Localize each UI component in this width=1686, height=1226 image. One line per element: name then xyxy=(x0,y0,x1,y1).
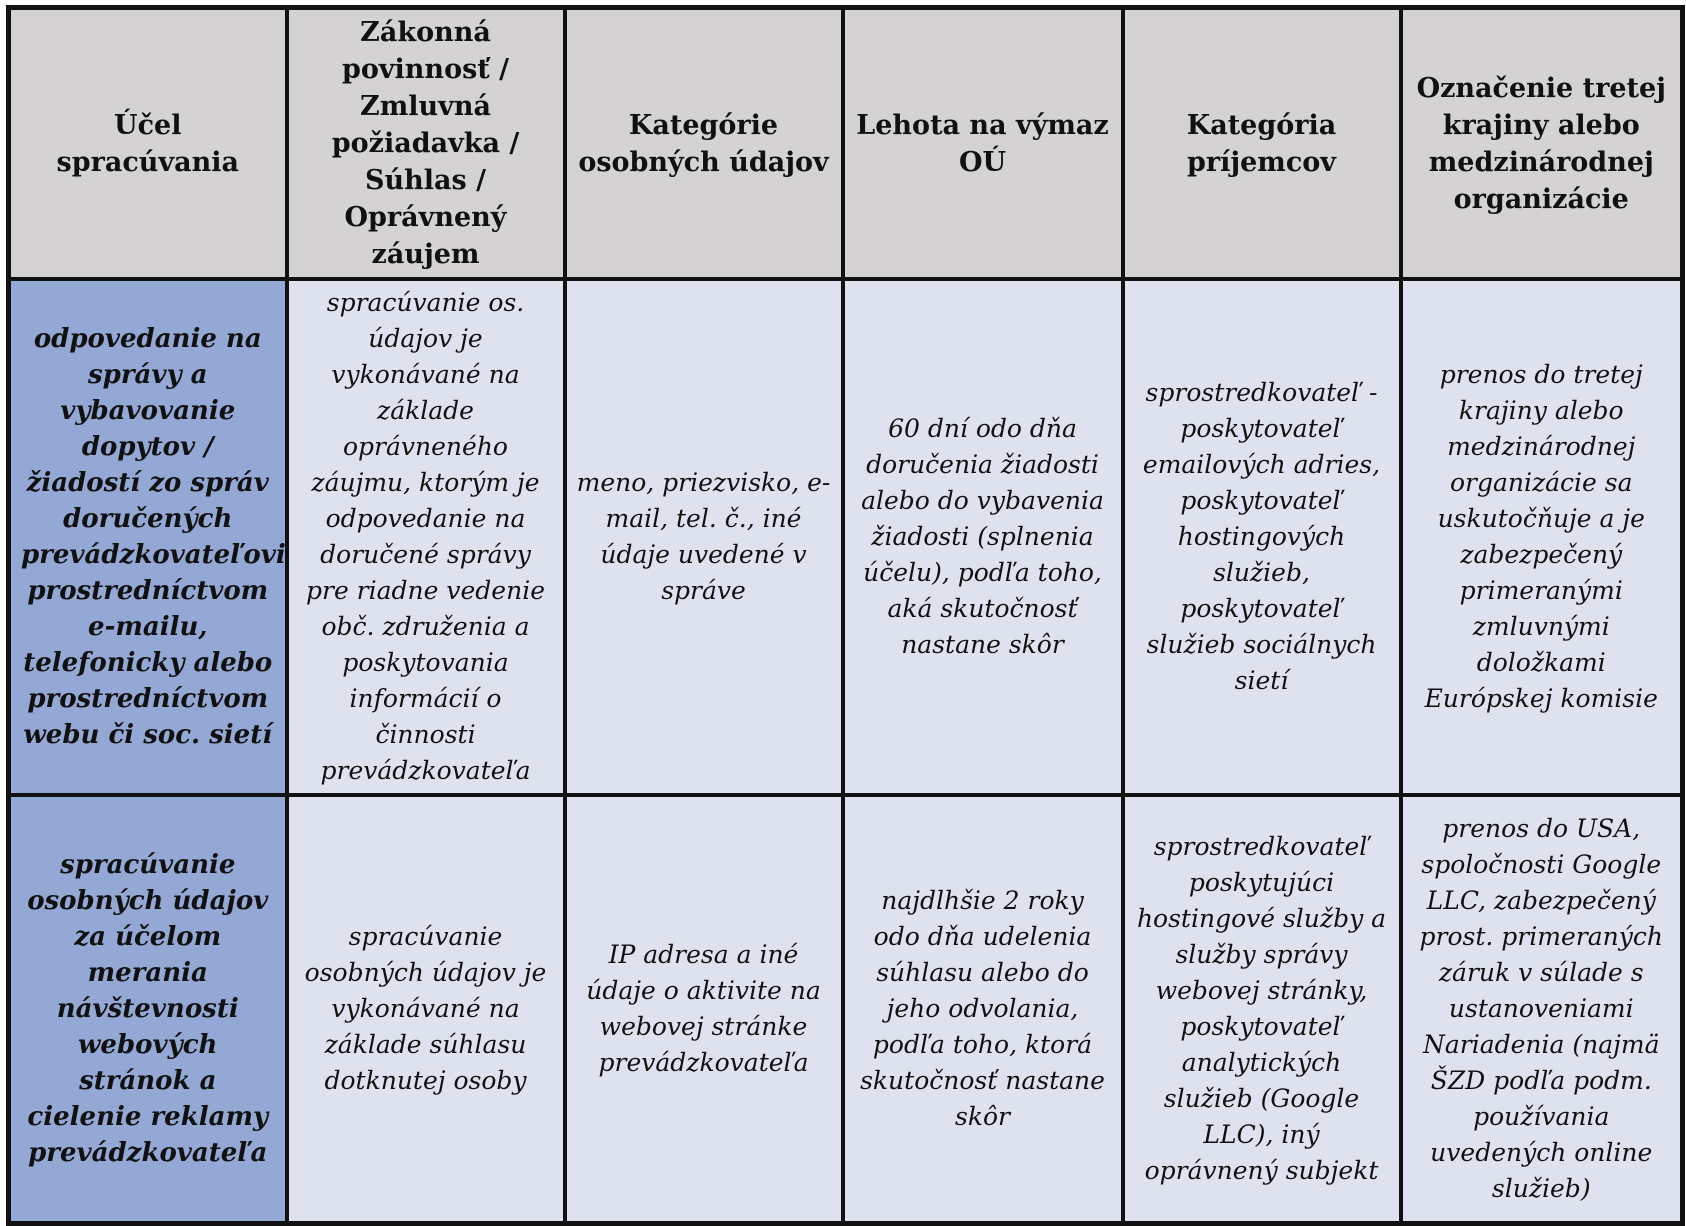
cell-third-country: prenos do tretej krajiny alebo medzinárodnej organizácie sa uskutočňuje a je zabezpečený primeranými zmluvnými doložkami Európskej komisie xyxy=(1401,279,1683,795)
header-data-categories: Kategórie osobných údajov xyxy=(565,8,843,280)
cell-third-country: prenos do USA, spoločnosti Google LLC, zabezpečený prost. primeraných záruk v súlade s ustanoveniami Nariadenia (najmä ŠZD podľa podm. používania uvedených online služieb) xyxy=(1401,795,1683,1224)
cell-retention: najdlhšie 2 roky odo dňa udelenia súhlasu alebo do jeho odvolania, podľa toho, ktorá skutočnosť nastane skôr xyxy=(843,795,1123,1224)
header-purpose: Účel spracúvania xyxy=(9,8,287,280)
table-header-row xyxy=(9,8,1683,280)
cell-legal-basis: spracúvanie os. údajov je vykonávané na základe oprávneného záujmu, ktorým je odpovedanie na doručené správy pre riadne vedenie obč. združenia a poskytovania informácií o činnosti prevádzkovateľa xyxy=(287,279,565,795)
header-legal-basis: Zákonná povinnosť / Zmluvná požiadavka / Súhlas / Oprávnený záujem xyxy=(287,8,565,280)
header-retention: Lehota na výmaz OÚ xyxy=(843,8,1123,280)
processing-table xyxy=(6,5,1685,1226)
header-recipients: Kategória príjemcov xyxy=(1123,8,1401,280)
cell-data-categories: IP adresa a iné údaje o aktivite na webovej stránke prevádzkovateľa xyxy=(565,795,843,1224)
table-row xyxy=(9,795,1683,1224)
cell-retention: 60 dní odo dňa doručenia žiadosti alebo do vybavenia žiadosti (splnenia účelu), podľa toho, aká skutočnosť nastane skôr xyxy=(843,279,1123,795)
table-row xyxy=(9,279,1683,795)
cell-purpose: spracúvanie osobných údajov za účelom merania návštevnosti webových stránok a cielenie reklamy prevádzkovateľa xyxy=(9,795,287,1224)
cell-purpose: odpovedanie na správy a vybavovanie dopytov / žiadostí zo správ doručených prevádzkovateľovi prostredníctvom e-mailu, telefonicky alebo prostredníctvom webu či soc. sietí xyxy=(9,279,287,795)
cell-data-categories: meno, priezvisko, e-mail, tel. č., iné údaje uvedené v správe xyxy=(565,279,843,795)
cell-legal-basis: spracúvanie osobných údajov je vykonávané na základe súhlasu dotknutej osoby xyxy=(287,795,565,1224)
cell-recipients: sprostredkovateľ poskytujúci hostingové služby a služby správy webovej stránky, poskytovateľ analytických služieb (Google LLC), iný oprávnený subjekt xyxy=(1123,795,1401,1224)
header-third-country: Označenie tretej krajiny alebo medzinárodnej organizácie xyxy=(1401,8,1683,280)
table-wrapper xyxy=(6,5,1685,1226)
cell-recipients: sprostredkovateľ - poskytovateľ emailových adries, poskytovateľ hostingových služieb, poskytovateľ služieb sociálnych sietí xyxy=(1123,279,1401,795)
